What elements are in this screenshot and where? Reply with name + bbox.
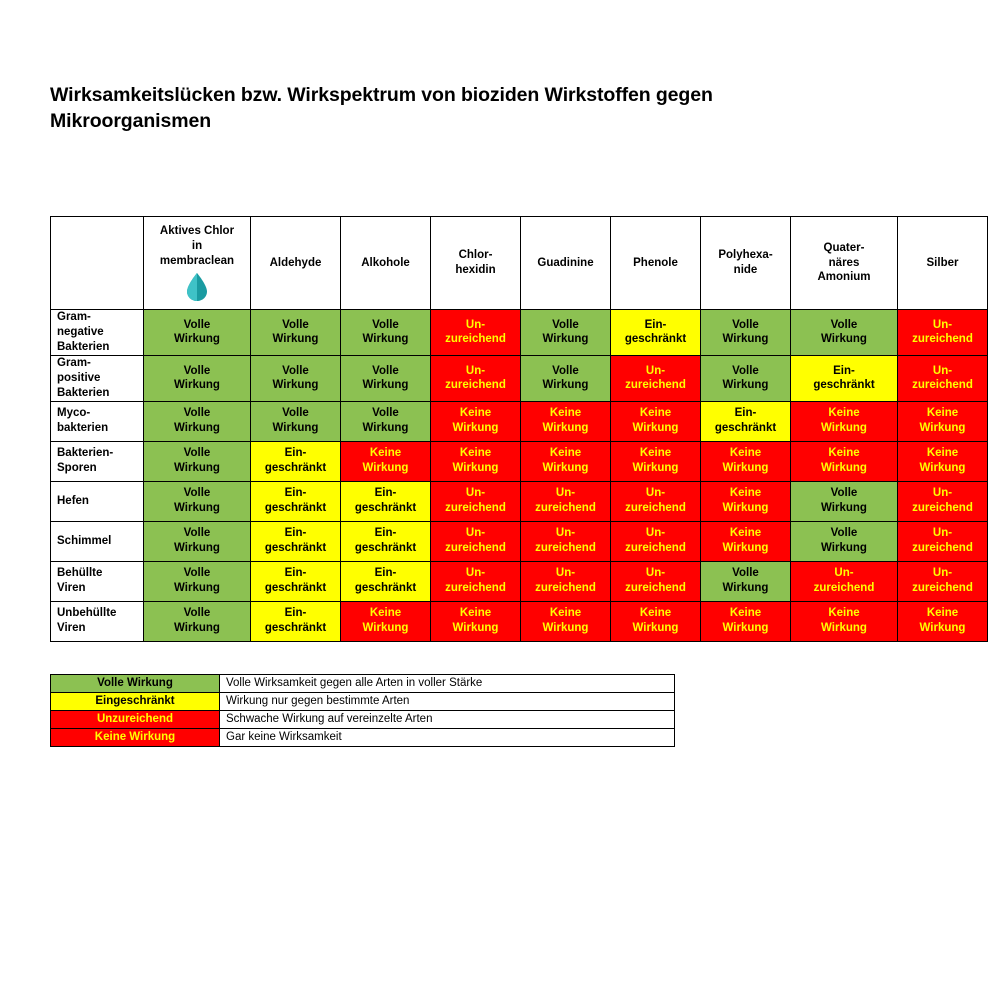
matrix-cell — [521, 441, 611, 481]
matrix-column-header — [611, 217, 701, 310]
matrix-column-header-line: näres — [828, 256, 860, 269]
matrix-cell — [251, 441, 341, 481]
matrix-row-header-line: bakterien — [57, 422, 109, 435]
matrix-row-header-line: Bakterien- — [57, 447, 114, 460]
matrix-row-header — [51, 310, 144, 356]
matrix-cell-line: Wirkung — [452, 422, 499, 435]
matrix-row — [51, 441, 988, 481]
matrix-cell-line: Un- — [555, 487, 576, 500]
page-title-line-2: Mikroorganismen — [50, 110, 212, 133]
matrix-cell — [898, 355, 988, 401]
matrix-cell-line: Keine — [729, 607, 762, 620]
matrix-row-header-line: Gram- — [57, 356, 91, 369]
matrix-cell — [341, 441, 431, 481]
matrix-row — [51, 601, 988, 641]
matrix-column-header-line: Amonium — [817, 271, 871, 284]
matrix-cell-line: geschränkt — [354, 542, 417, 555]
matrix-cell-line: Wirkung — [272, 379, 319, 392]
matrix-cell — [791, 521, 898, 561]
matrix-cell-line: zureichend — [445, 542, 506, 555]
matrix-cell-line: Volle — [183, 487, 211, 500]
matrix-cell — [791, 401, 898, 441]
legend-swatch-label: Keine Wirkung — [51, 729, 220, 747]
matrix-cell-line: Volle — [372, 407, 399, 420]
matrix-row-header-line: Sporen — [57, 462, 97, 475]
matrix-cell — [341, 481, 431, 521]
matrix-cell-line: Un- — [465, 364, 486, 377]
matrix-cell — [521, 561, 611, 601]
matrix-cell-line: Ein- — [374, 487, 397, 500]
matrix-cell-line: Ein- — [284, 487, 307, 500]
matrix-cell — [611, 561, 701, 601]
matrix-cell-line: Keine — [926, 447, 959, 460]
matrix-cell — [701, 441, 791, 481]
matrix-cell-line: Wirkung — [174, 502, 220, 515]
matrix-cell-line: Wirkung — [542, 422, 589, 435]
legend-description: Gar keine Wirksamkeit — [220, 729, 675, 747]
matrix-cell-line: Volle — [830, 487, 858, 500]
matrix-cell — [251, 401, 341, 441]
matrix-row-header-line: Behüllte — [57, 567, 103, 580]
legend-row — [51, 675, 675, 693]
matrix-cell-line: Keine — [459, 407, 492, 420]
legend-swatch-label: Volle Wirkung — [51, 675, 220, 693]
matrix-cell-line: Wirkung — [362, 462, 409, 475]
matrix-header — [51, 217, 988, 310]
matrix-row-header-line: Myco- — [57, 407, 91, 420]
matrix-cell-line: zureichend — [912, 502, 973, 515]
matrix-row-header — [51, 521, 144, 561]
matrix-row-header-line: Gram- — [57, 311, 91, 323]
matrix-cell-line: Ein- — [284, 607, 307, 620]
matrix-cell-line: zureichend — [625, 502, 686, 515]
matrix-cell — [251, 561, 341, 601]
matrix-row-header-line: Hefen — [57, 494, 89, 507]
matrix-cell — [898, 521, 988, 561]
matrix-cell — [341, 561, 431, 601]
legend-description: Wirkung nur gegen bestimmte Arten — [220, 693, 675, 711]
matrix-cell — [521, 310, 611, 356]
matrix-cell-line: Wirkung — [821, 542, 867, 555]
matrix-cell-line: geschränkt — [264, 542, 327, 555]
matrix-cell-line: Keine — [729, 447, 762, 460]
matrix-cell — [701, 355, 791, 401]
matrix-cell-line: Un- — [465, 318, 486, 331]
legend-row — [51, 729, 675, 747]
matrix-cell — [341, 521, 431, 561]
matrix-column-header-line: Quater- — [823, 241, 865, 254]
matrix-cell-line: Keine — [459, 607, 492, 620]
matrix-cell — [144, 355, 251, 401]
matrix-cell — [251, 355, 341, 401]
matrix-cell-line: zureichend — [912, 379, 973, 392]
matrix-cell-line: Ein- — [284, 567, 307, 580]
matrix-row — [51, 310, 988, 356]
matrix-row-header-line: Bakterien — [57, 340, 110, 353]
matrix-column-header-line: Phenole — [633, 256, 678, 269]
matrix-cell-line: Volle — [732, 364, 759, 377]
matrix-column-header-line: Chlor- — [458, 249, 493, 262]
matrix-row-header — [51, 601, 144, 641]
matrix-row-header — [51, 401, 144, 441]
matrix-cell-line: Ein- — [734, 407, 757, 420]
matrix-cell-line: zureichend — [535, 582, 596, 595]
matrix-cell-line: Wirkung — [542, 333, 589, 346]
matrix-cell-line: Keine — [729, 487, 762, 500]
matrix-cell — [898, 561, 988, 601]
matrix-cell-line: Un- — [932, 318, 953, 331]
matrix-cell-line: Wirkung — [632, 462, 679, 475]
page-title-line-1: Wirksamkeitslücken bzw. Wirkspektrum von bioziden Wirkstoffen gegen — [50, 84, 713, 106]
matrix-cell-line: Keine — [729, 527, 762, 540]
matrix-column-header-line: nide — [733, 264, 758, 276]
matrix-cell — [611, 521, 701, 561]
matrix-cell-line: geschränkt — [714, 422, 777, 435]
matrix-body — [51, 310, 988, 642]
matrix-cell-line: geschränkt — [264, 582, 327, 595]
matrix-cell-line: Wirkung — [542, 462, 589, 475]
matrix-cell-line: Wirkung — [452, 622, 499, 635]
matrix-cell-line: zureichend — [445, 379, 506, 392]
legend-table — [50, 674, 675, 747]
matrix-cell-line: geschränkt — [354, 502, 417, 515]
matrix-cell — [898, 310, 988, 356]
matrix-cell-line: Keine — [828, 447, 860, 460]
matrix-cell-line: Wirkung — [919, 462, 966, 475]
matrix-header-row — [51, 217, 988, 310]
matrix-cell-line: Un- — [932, 364, 953, 377]
matrix-row-header-line: negative — [57, 325, 104, 338]
matrix-cell-line: zureichend — [625, 379, 686, 392]
matrix-cell-line: zureichend — [625, 582, 686, 595]
matrix-cell — [521, 401, 611, 441]
legend-body — [51, 675, 675, 747]
matrix-cell-line: Ein- — [644, 318, 667, 331]
matrix-cell-line: Wirkung — [174, 542, 220, 555]
matrix-cell-line: Wirkung — [722, 582, 769, 595]
matrix-cell-line: Volle — [552, 318, 579, 331]
matrix-cell — [251, 310, 341, 356]
matrix-cell — [341, 355, 431, 401]
matrix-cell-line: Wirkung — [272, 333, 319, 346]
matrix-cell — [341, 401, 431, 441]
matrix-column-header-line: Aldehyde — [269, 256, 322, 269]
matrix-cell-line: Un- — [932, 567, 953, 580]
matrix-cell-line: Volle — [372, 318, 399, 331]
matrix-cell — [431, 521, 521, 561]
matrix-row-header-line: positive — [57, 371, 101, 384]
matrix-row-header — [51, 441, 144, 481]
legend-swatch-label: Eingeschränkt — [51, 693, 220, 711]
matrix-cell-line: zureichend — [912, 582, 973, 595]
matrix-cell — [701, 310, 791, 356]
legend-row — [51, 711, 675, 729]
matrix-cell-line: Wirkung — [542, 622, 589, 635]
matrix-row — [51, 481, 988, 521]
matrix-row-header-line: Schimmel — [57, 534, 112, 547]
matrix-cell-line: Wirkung — [362, 333, 409, 346]
matrix-cell-line: Un- — [645, 487, 666, 500]
matrix-cell-line: Keine — [549, 607, 582, 620]
matrix-cell-line: Wirkung — [821, 622, 867, 635]
matrix-cell — [791, 310, 898, 356]
matrix-cell-line: Wirkung — [722, 462, 769, 475]
matrix-cell — [251, 481, 341, 521]
matrix-cell — [431, 310, 521, 356]
matrix-cell-line: Volle — [183, 607, 211, 620]
matrix-cell — [341, 601, 431, 641]
matrix-cell-line: zureichend — [535, 542, 596, 555]
matrix-cell-line: Wirkung — [919, 422, 966, 435]
matrix-cell — [431, 441, 521, 481]
matrix-cell — [791, 355, 898, 401]
matrix-cell-line: Wirkung — [632, 622, 679, 635]
matrix-cell-line: Keine — [828, 407, 860, 420]
matrix-row — [51, 355, 988, 401]
matrix-cell-line: Keine — [639, 407, 672, 420]
matrix-cell-line: Volle — [282, 407, 309, 420]
matrix-cell — [701, 601, 791, 641]
matrix-cell-line: Ein- — [284, 527, 307, 540]
matrix-cell-line: Wirkung — [174, 333, 220, 346]
matrix-column-header — [431, 217, 521, 310]
matrix-cell-line: Keine — [369, 447, 402, 460]
matrix-cell — [898, 601, 988, 641]
matrix-row — [51, 521, 988, 561]
matrix-cell — [431, 481, 521, 521]
matrix-cell-line: Un- — [645, 567, 666, 580]
matrix-cell-line: Volle — [282, 318, 309, 331]
matrix-cell — [144, 310, 251, 356]
matrix-column-header-line: Alkohole — [361, 256, 410, 269]
matrix-cell-line: Volle — [372, 364, 399, 377]
matrix-cell — [144, 521, 251, 561]
matrix-column-header — [898, 217, 988, 310]
page-title — [50, 82, 930, 135]
matrix-cell-line: zureichend — [535, 502, 596, 515]
matrix-cell-line: Un- — [555, 567, 576, 580]
matrix-cell — [701, 521, 791, 561]
matrix-cell — [791, 561, 898, 601]
matrix-cell — [144, 441, 251, 481]
matrix-cell-line: Wirkung — [174, 622, 220, 635]
matrix-cell-line: Un- — [932, 487, 953, 500]
matrix-column-header-line: membraclean — [159, 254, 235, 267]
matrix-cell — [701, 401, 791, 441]
matrix-cell-line: Volle — [732, 567, 759, 580]
matrix-cell — [898, 441, 988, 481]
matrix-cell-line: Un- — [645, 527, 666, 540]
matrix-row — [51, 561, 988, 601]
matrix-cell-line: Wirkung — [632, 422, 679, 435]
legend-swatch-label: Unzureichend — [51, 711, 220, 729]
matrix-cell-line: Wirkung — [919, 622, 966, 635]
matrix-cell — [611, 441, 701, 481]
matrix-cell — [144, 601, 251, 641]
matrix-cell — [898, 401, 988, 441]
matrix-cell — [144, 561, 251, 601]
legend-description: Schwache Wirkung auf vereinzelte Arten — [220, 711, 675, 729]
matrix-cell-line: Keine — [549, 407, 582, 420]
matrix-column-header — [341, 217, 431, 310]
water-droplet-icon — [144, 272, 250, 302]
matrix-cell — [341, 310, 431, 356]
matrix-row — [51, 401, 988, 441]
matrix-cell — [611, 355, 701, 401]
matrix-column-header-line: Aktives Chlor — [159, 225, 235, 238]
matrix-cell-line: Wirkung — [821, 462, 867, 475]
matrix-cell-line: zureichend — [445, 502, 506, 515]
matrix-cell-line: Un- — [465, 487, 486, 500]
matrix-cell — [611, 481, 701, 521]
matrix-cell-line: Volle — [183, 527, 211, 540]
matrix-cell-line: Wirkung — [174, 422, 220, 435]
matrix-cell-line: Wirkung — [821, 422, 867, 435]
matrix-cell-line: Ein- — [284, 447, 307, 460]
matrix-cell — [521, 601, 611, 641]
matrix-row-header-line: Bakterien — [57, 386, 110, 399]
legend-row — [51, 693, 675, 711]
matrix-cell-line: Keine — [639, 447, 672, 460]
matrix-cell-line: Wirkung — [722, 622, 769, 635]
matrix-cell-line: Wirkung — [722, 333, 769, 346]
matrix-column-header — [251, 217, 341, 310]
matrix-column-header — [521, 217, 611, 310]
matrix-column-header-line: Polyhexa- — [718, 249, 773, 262]
matrix-row-header-line: Viren — [57, 582, 86, 595]
matrix-cell-line: Ein- — [833, 364, 855, 377]
matrix-column-header-line: hexidin — [455, 264, 496, 276]
matrix-cell — [611, 601, 701, 641]
matrix-cell — [898, 481, 988, 521]
matrix-column-header-line: in — [191, 240, 203, 253]
matrix-cell — [701, 481, 791, 521]
matrix-cell-line: Volle — [552, 364, 579, 377]
matrix-cell-line: Volle — [183, 318, 211, 331]
matrix-cell — [431, 601, 521, 641]
efficacy-matrix-table — [50, 216, 988, 642]
matrix-cell — [251, 521, 341, 561]
matrix-cell-line: Keine — [459, 447, 492, 460]
matrix-cell — [791, 441, 898, 481]
matrix-row-header-line: Unbehüllte — [57, 607, 117, 620]
matrix-cell-line: Keine — [369, 607, 402, 620]
matrix-row-header — [51, 481, 144, 521]
matrix-column-header — [144, 217, 251, 310]
matrix-cell-line: Wirkung — [722, 542, 769, 555]
matrix-cell-line: Wirkung — [722, 379, 769, 392]
matrix-cell-line: geschränkt — [264, 462, 327, 475]
matrix-cell-line: zureichend — [625, 542, 686, 555]
matrix-cell-line: Volle — [183, 567, 211, 580]
matrix-cell-line: Wirkung — [174, 462, 220, 475]
matrix-row-header-line: Viren — [57, 622, 86, 635]
matrix-cell-line: Un- — [834, 567, 854, 580]
matrix-cell-line: Wirkung — [362, 379, 409, 392]
matrix-cell-line: zureichend — [445, 582, 506, 595]
matrix-cell-line: Volle — [183, 407, 211, 420]
matrix-cell-line: Wirkung — [174, 582, 220, 595]
matrix-cell-line: zureichend — [813, 582, 875, 595]
matrix-cell-line: Wirkung — [272, 422, 319, 435]
legend-description: Volle Wirksamkeit gegen alle Arten in voller Stärke — [220, 675, 675, 693]
matrix-row-header — [51, 561, 144, 601]
matrix-cell — [791, 481, 898, 521]
matrix-cell-line: Keine — [828, 607, 860, 620]
matrix-cell-line: Keine — [639, 607, 672, 620]
matrix-corner-cell — [51, 217, 144, 310]
matrix-cell — [611, 310, 701, 356]
matrix-cell — [521, 521, 611, 561]
matrix-cell-line: Un- — [465, 527, 486, 540]
matrix-cell — [521, 481, 611, 521]
matrix-cell-line: zureichend — [912, 542, 973, 555]
matrix-column-header-line: Silber — [926, 256, 959, 269]
matrix-column-header — [701, 217, 791, 310]
matrix-cell-line: Wirkung — [821, 502, 867, 515]
matrix-cell — [431, 355, 521, 401]
matrix-cell-line: Wirkung — [174, 379, 220, 392]
matrix-cell-line: Un- — [645, 364, 666, 377]
matrix-cell-line: zureichend — [445, 333, 506, 346]
matrix-cell-line: geschränkt — [624, 333, 687, 346]
matrix-cell-line: Wirkung — [362, 622, 409, 635]
matrix-cell-line: Un- — [465, 567, 486, 580]
matrix-cell-line: Keine — [926, 407, 959, 420]
matrix-cell-line: Volle — [282, 364, 309, 377]
matrix-cell-line: Volle — [183, 447, 211, 460]
matrix-cell-line: Wirkung — [722, 502, 769, 515]
matrix-cell — [431, 561, 521, 601]
matrix-cell-line: geschränkt — [813, 379, 875, 392]
matrix-cell — [144, 481, 251, 521]
matrix-cell — [521, 355, 611, 401]
matrix-cell-line: Volle — [830, 318, 858, 331]
matrix-cell-line: Keine — [926, 607, 959, 620]
matrix-cell-line: geschränkt — [264, 502, 327, 515]
matrix-cell — [144, 401, 251, 441]
matrix-row-header — [51, 355, 144, 401]
matrix-cell-line: Wirkung — [542, 379, 589, 392]
matrix-cell — [251, 601, 341, 641]
matrix-cell-line: Volle — [732, 318, 759, 331]
matrix-cell-line: Wirkung — [362, 422, 409, 435]
matrix-cell-line: geschränkt — [264, 622, 327, 635]
matrix-cell-line: Ein- — [374, 527, 397, 540]
matrix-cell — [701, 561, 791, 601]
matrix-cell — [791, 601, 898, 641]
matrix-cell-line: Un- — [932, 527, 953, 540]
matrix-cell-line: geschränkt — [354, 582, 417, 595]
matrix-cell-line: Ein- — [374, 567, 397, 580]
matrix-cell-line: Volle — [183, 364, 211, 377]
matrix-cell-line: Un- — [555, 527, 576, 540]
matrix-column-header-line: Guadinine — [537, 256, 594, 269]
matrix-cell-line: Wirkung — [821, 333, 867, 346]
matrix-cell — [611, 401, 701, 441]
matrix-column-header — [791, 217, 898, 310]
matrix-cell-line: zureichend — [912, 333, 973, 346]
matrix-cell — [431, 401, 521, 441]
matrix-cell-line: Volle — [830, 527, 858, 540]
matrix-cell-line: Keine — [549, 447, 582, 460]
matrix-cell-line: Wirkung — [452, 462, 499, 475]
